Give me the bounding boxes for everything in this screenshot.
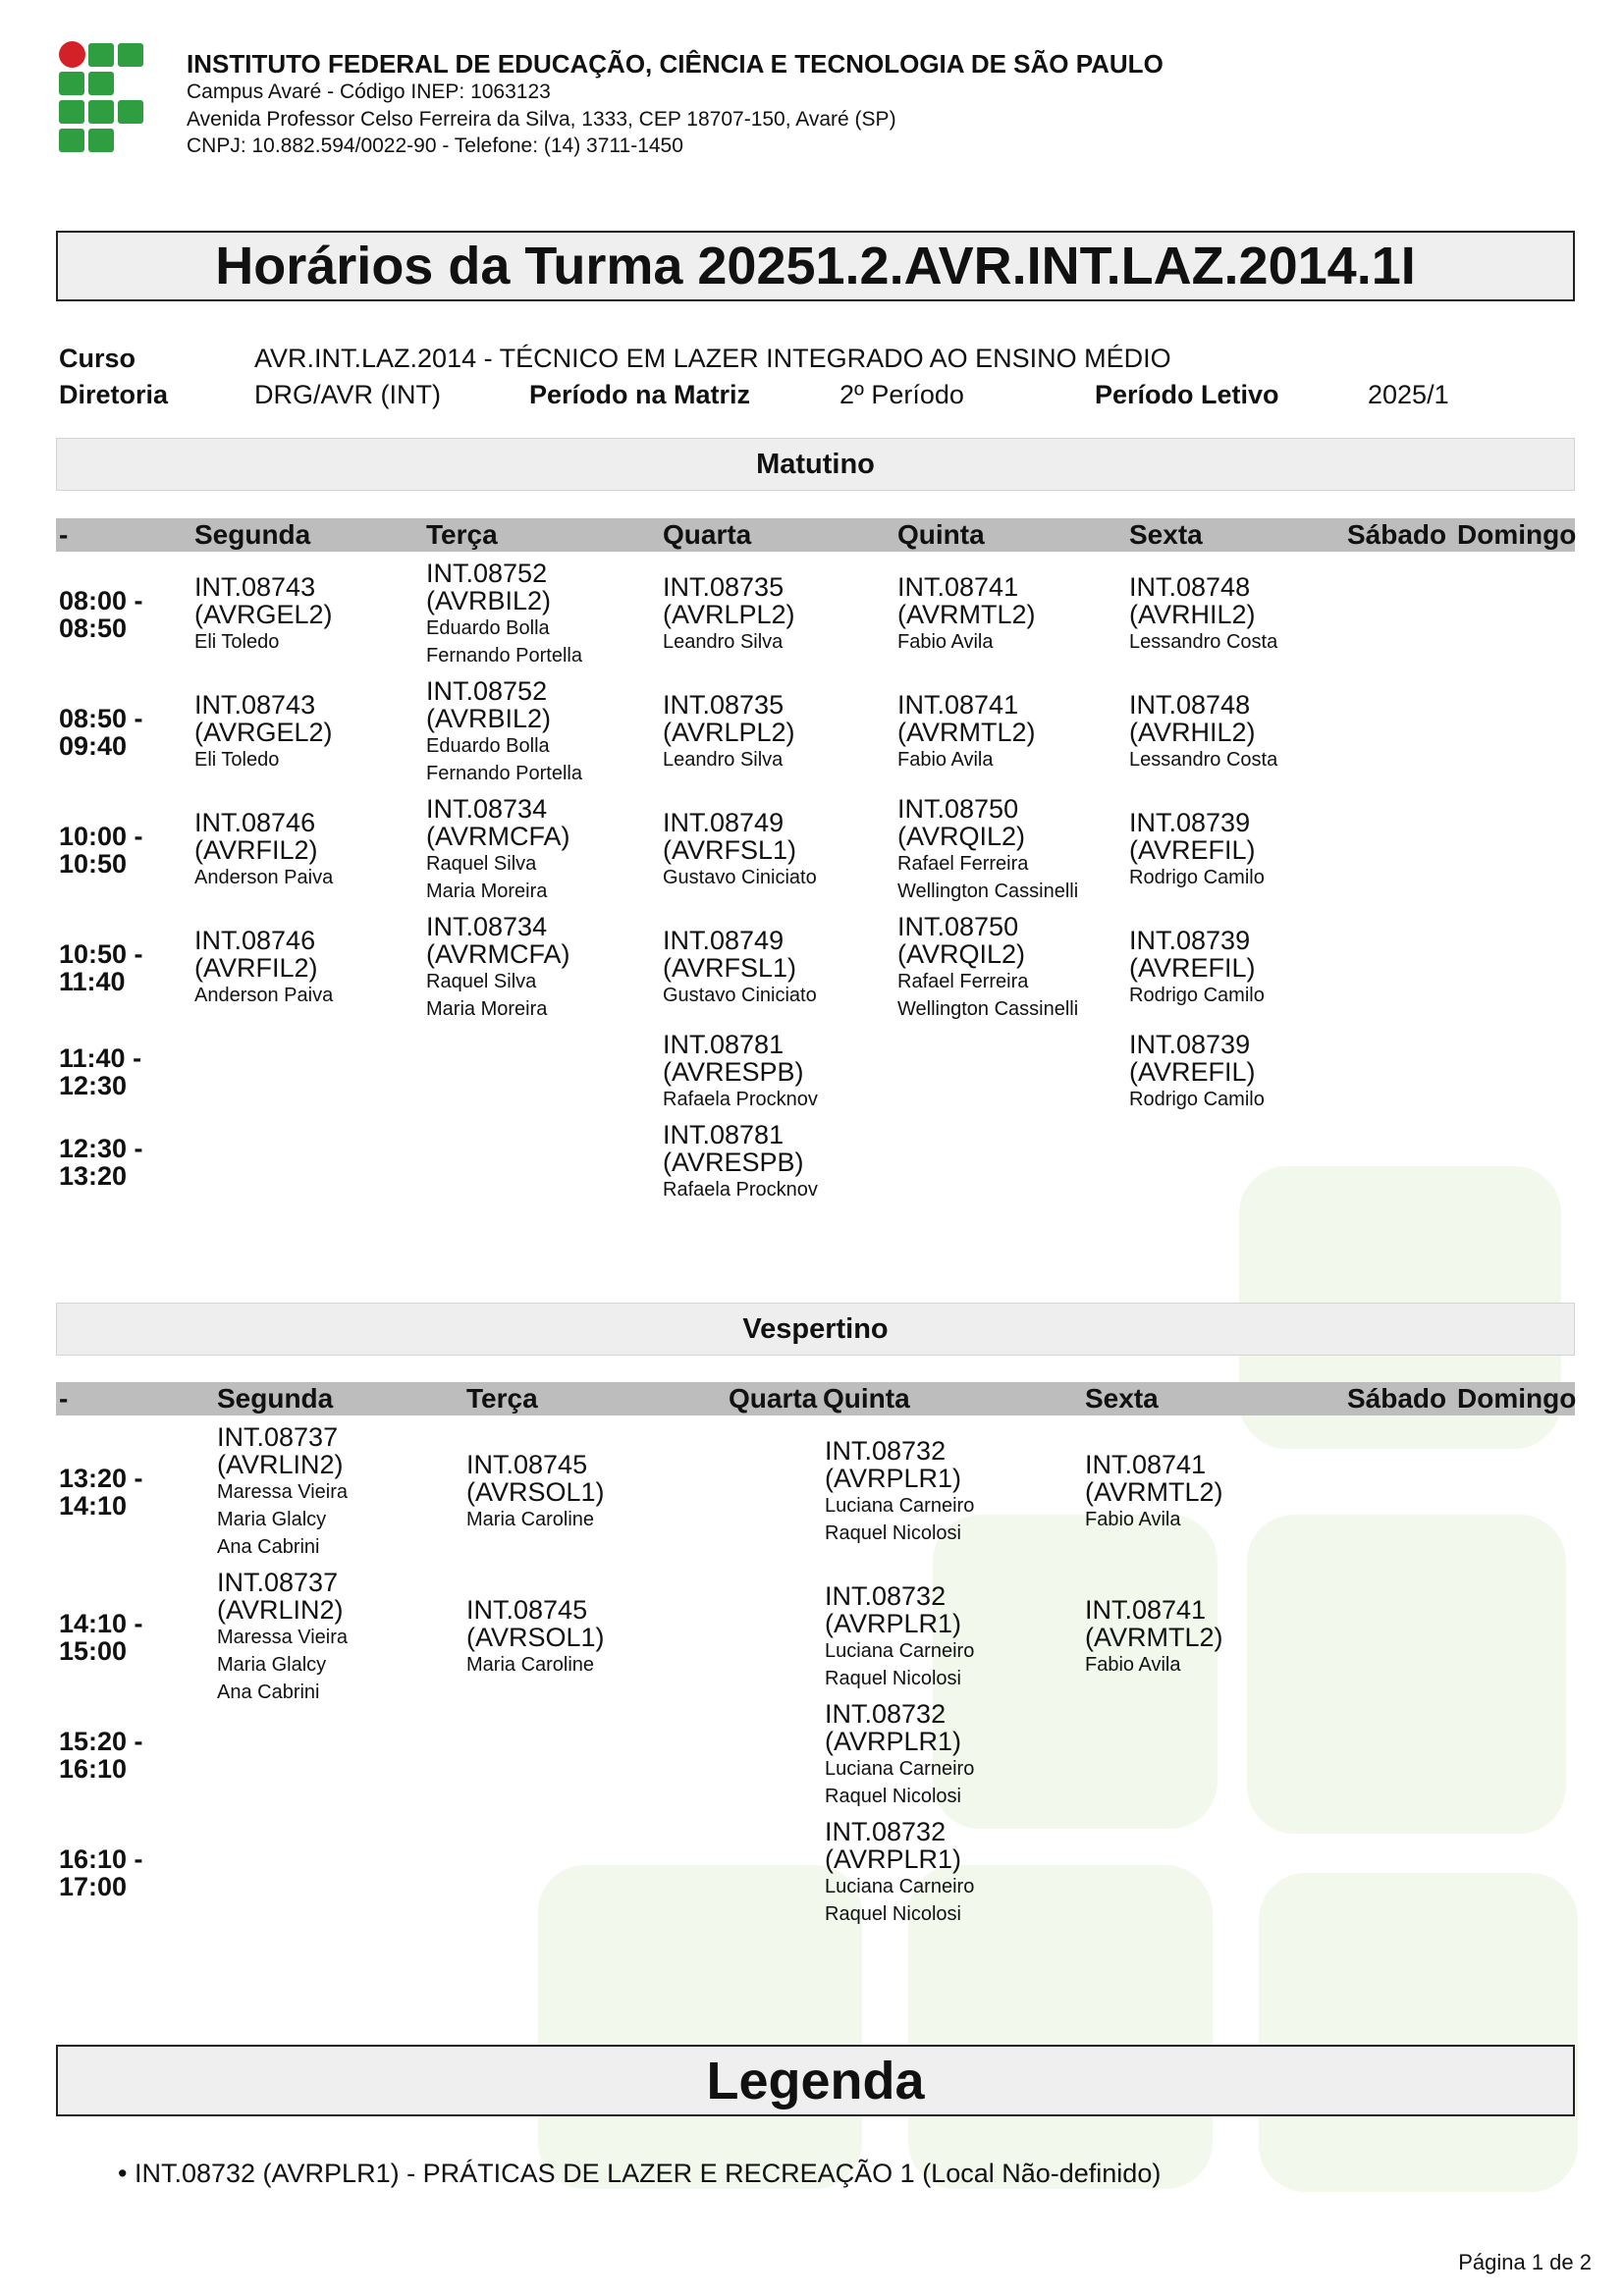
column-header: Sexta bbox=[1085, 1383, 1159, 1414]
class-code: INT.08749 bbox=[663, 926, 785, 955]
time-slot: 10:50 - 11:40 bbox=[59, 939, 143, 996]
class-code: INT.08745 bbox=[466, 1450, 588, 1479]
class-code: (AVRGEL2) bbox=[194, 600, 333, 629]
class-cell bbox=[1129, 809, 1265, 891]
page-number: Página 1 de 2 bbox=[1458, 2250, 1592, 2274]
column-header: Sábado bbox=[1347, 519, 1447, 550]
table-header-vespertino bbox=[56, 1382, 1575, 1415]
teacher-name: Eli Toledo bbox=[194, 749, 280, 771]
class-code: INT.08732 bbox=[825, 1699, 947, 1729]
diretoria-label: Diretoria bbox=[59, 380, 169, 409]
address-line: Avenida Professor Celso Ferreira da Silva, 1333, CEP 18707-150, Avaré (SP) bbox=[187, 107, 896, 131]
teacher-name: Ana Cabrini bbox=[217, 1536, 320, 1558]
class-code: (AVRFIL2) bbox=[194, 835, 318, 865]
teacher-name: Rodrigo Camilo bbox=[1129, 867, 1265, 888]
teacher-name: Gustavo Ciniciato bbox=[663, 985, 817, 1006]
class-code: INT.08734 bbox=[426, 912, 548, 941]
page-title: Horários da Turma 20251.2.AVR.INT.LAZ.2014.1I bbox=[56, 231, 1575, 301]
teacher-name: Rafaela Procknov bbox=[663, 1179, 818, 1201]
class-cell bbox=[426, 677, 582, 787]
class-code: (AVRMTL2) bbox=[1085, 1477, 1223, 1507]
teacher-name: Fabio Avila bbox=[897, 631, 994, 653]
teacher-name: Maressa Vieira bbox=[217, 1481, 349, 1503]
column-header: - bbox=[59, 519, 69, 550]
class-cell bbox=[663, 809, 817, 891]
class-code: INT.08741 bbox=[897, 690, 1019, 720]
class-cell bbox=[897, 795, 1078, 905]
class-cell bbox=[466, 1596, 605, 1679]
teacher-name: Raquel Nicolosi bbox=[825, 1522, 961, 1544]
column-header: Quarta bbox=[729, 1383, 818, 1414]
class-cell bbox=[426, 560, 582, 669]
time-slot: 11:40 - 12:30 bbox=[59, 1043, 142, 1100]
class-code: (AVRQIL2) bbox=[897, 822, 1026, 851]
teacher-name: Eli Toledo bbox=[194, 631, 280, 653]
teacher-name: Rodrigo Camilo bbox=[1129, 1089, 1265, 1110]
class-cell bbox=[897, 691, 1036, 774]
class-code: (AVRPLR1) bbox=[825, 1609, 962, 1638]
class-code: INT.08741 bbox=[1085, 1450, 1207, 1479]
class-code: (AVRMTL2) bbox=[897, 600, 1036, 629]
class-code: (AVREFIL) bbox=[1129, 835, 1256, 865]
column-header: Sábado bbox=[1347, 1383, 1447, 1414]
watermark-block bbox=[1259, 1873, 1578, 2192]
column-header: Quinta bbox=[897, 519, 985, 550]
class-code: INT.08739 bbox=[1129, 1030, 1251, 1059]
time-slot: 13:20 - 14:10 bbox=[59, 1464, 143, 1521]
teacher-name: Leandro Silva bbox=[663, 631, 784, 653]
class-code: INT.08749 bbox=[663, 808, 785, 837]
class-cell bbox=[1085, 1451, 1223, 1533]
curso-value: AVR.INT.LAZ.2014 - TÉCNICO EM LAZER INTEGRADO AO ENSINO MÉDIO bbox=[254, 344, 1171, 373]
teacher-name: Rafael Ferreira bbox=[897, 853, 1029, 875]
teacher-name: Anderson Paiva bbox=[194, 985, 334, 1006]
class-code: (AVRPLR1) bbox=[825, 1464, 962, 1493]
class-code: INT.08781 bbox=[663, 1120, 785, 1149]
class-code: (AVRSOL1) bbox=[466, 1623, 605, 1652]
teacher-name: Maria Caroline bbox=[466, 1509, 595, 1530]
time-slot: 10:00 - 10:50 bbox=[59, 822, 143, 879]
class-code: (AVRMCFA) bbox=[426, 939, 570, 969]
class-code: (AVRBIL2) bbox=[426, 586, 552, 615]
class-cell bbox=[663, 1121, 818, 1203]
class-code: (AVRESPB) bbox=[663, 1148, 804, 1177]
periodo-letivo-label: Período Letivo bbox=[1095, 380, 1279, 409]
column-header: Domingo bbox=[1457, 1383, 1577, 1414]
class-cell bbox=[825, 1818, 974, 1928]
class-cell bbox=[466, 1451, 605, 1533]
column-header: Domingo bbox=[1457, 519, 1577, 550]
teacher-name: Maria Glalcy bbox=[217, 1509, 327, 1530]
class-code: (AVRLPL2) bbox=[663, 718, 795, 747]
campus-line: Campus Avaré - Código INEP: 1063123 bbox=[187, 80, 551, 103]
curso-label: Curso bbox=[59, 344, 136, 373]
class-code: (AVREFIL) bbox=[1129, 953, 1256, 983]
class-code: (AVRSOL1) bbox=[466, 1477, 605, 1507]
institution-name: INSTITUTO FEDERAL DE EDUCAÇÃO, CIÊNCIA E TECNOLOGIA DE SÃO PAULO bbox=[187, 49, 1164, 79]
class-code: (AVRHIL2) bbox=[1129, 718, 1256, 747]
teacher-name: Maressa Vieira bbox=[217, 1627, 349, 1648]
class-cell bbox=[1129, 1031, 1265, 1113]
class-cell bbox=[217, 1423, 348, 1561]
class-code: (AVRMTL2) bbox=[1085, 1623, 1223, 1652]
teacher-name: Maria Caroline bbox=[466, 1654, 595, 1676]
class-code: INT.08743 bbox=[194, 572, 316, 602]
class-cell bbox=[897, 573, 1036, 656]
class-code: INT.08741 bbox=[897, 572, 1019, 602]
teacher-name: Wellington Cassinelli bbox=[897, 998, 1079, 1020]
column-header: - bbox=[59, 1383, 69, 1414]
class-code: (AVRMTL2) bbox=[897, 718, 1036, 747]
teacher-name: Fabio Avila bbox=[1085, 1509, 1181, 1530]
class-code: INT.08735 bbox=[663, 572, 785, 602]
class-code: INT.08737 bbox=[217, 1568, 339, 1597]
teacher-name: Fabio Avila bbox=[1085, 1654, 1181, 1676]
teacher-name: Fabio Avila bbox=[897, 749, 994, 771]
teacher-name: Leandro Silva bbox=[663, 749, 784, 771]
class-cell bbox=[1085, 1596, 1223, 1679]
class-code: INT.08741 bbox=[1085, 1595, 1207, 1625]
teacher-name: Luciana Carneiro bbox=[825, 1758, 975, 1780]
teacher-name: Rafael Ferreira bbox=[897, 971, 1029, 992]
teacher-name: Fernando Portella bbox=[426, 645, 582, 667]
cnpj-line: CNPJ: 10.882.594/0022-90 - Telefone: (14) 3711-1450 bbox=[187, 134, 683, 157]
section-vespertino: Vespertino bbox=[56, 1303, 1575, 1356]
time-slot: 08:00 - 08:50 bbox=[59, 586, 143, 643]
teacher-name: Wellington Cassinelli bbox=[897, 881, 1079, 902]
class-code: INT.08739 bbox=[1129, 926, 1251, 955]
diretoria-value: DRG/AVR (INT) bbox=[254, 380, 441, 409]
teacher-name: Rodrigo Camilo bbox=[1129, 985, 1265, 1006]
class-cell bbox=[663, 1031, 818, 1113]
class-cell bbox=[194, 927, 333, 1009]
column-header: Segunda bbox=[217, 1383, 334, 1414]
legend-title: Legenda bbox=[56, 2045, 1575, 2116]
teacher-name: Eduardo Bolla bbox=[426, 617, 550, 639]
teacher-name: Maria Glalcy bbox=[217, 1654, 327, 1676]
class-cell bbox=[825, 1437, 974, 1547]
teacher-name: Fernando Portella bbox=[426, 763, 582, 784]
class-code: INT.08732 bbox=[825, 1581, 947, 1611]
teacher-name: Raquel Silva bbox=[426, 971, 537, 992]
class-cell bbox=[426, 913, 570, 1023]
watermark-block bbox=[1247, 1515, 1566, 1834]
teacher-name: Raquel Nicolosi bbox=[825, 1786, 961, 1807]
teacher-name: Raquel Nicolosi bbox=[825, 1668, 961, 1689]
class-code: INT.08750 bbox=[897, 794, 1019, 824]
column-header: Terça bbox=[426, 519, 498, 550]
class-code: INT.08732 bbox=[825, 1817, 947, 1846]
class-code: (AVRPLR1) bbox=[825, 1844, 962, 1874]
class-code: INT.08743 bbox=[194, 690, 316, 720]
class-cell bbox=[663, 573, 795, 656]
teacher-name: Luciana Carneiro bbox=[825, 1876, 975, 1897]
teacher-name: Luciana Carneiro bbox=[825, 1495, 975, 1517]
class-cell bbox=[194, 809, 333, 891]
class-code: (AVRPLR1) bbox=[825, 1727, 962, 1756]
class-cell bbox=[897, 913, 1078, 1023]
institution-header bbox=[187, 49, 1164, 160]
class-code: (AVREFIL) bbox=[1129, 1057, 1256, 1087]
teacher-name: Eduardo Bolla bbox=[426, 735, 550, 757]
class-code: INT.08752 bbox=[426, 559, 548, 588]
time-slot: 16:10 - 17:00 bbox=[59, 1844, 143, 1901]
class-cell bbox=[217, 1569, 348, 1706]
class-code: (AVRESPB) bbox=[663, 1057, 804, 1087]
class-code: (AVRLIN2) bbox=[217, 1595, 344, 1625]
teacher-name: Raquel Silva bbox=[426, 853, 537, 875]
class-cell bbox=[825, 1582, 974, 1692]
class-code: (AVRLPL2) bbox=[663, 600, 795, 629]
teacher-name: Luciana Carneiro bbox=[825, 1640, 975, 1662]
column-header: Sexta bbox=[1129, 519, 1203, 550]
teacher-name: Raquel Nicolosi bbox=[825, 1903, 961, 1925]
teacher-name: Maria Moreira bbox=[426, 881, 548, 902]
class-code: INT.08781 bbox=[663, 1030, 785, 1059]
class-cell bbox=[1129, 691, 1277, 774]
periodo-matriz-value: 2º Período bbox=[839, 380, 964, 409]
class-code: INT.08748 bbox=[1129, 572, 1251, 602]
class-cell bbox=[663, 691, 795, 774]
column-header: Quinta bbox=[823, 1383, 910, 1414]
teacher-name: Lessandro Costa bbox=[1129, 631, 1278, 653]
class-code: INT.08745 bbox=[466, 1595, 588, 1625]
class-cell bbox=[426, 795, 570, 905]
class-code: (AVRLIN2) bbox=[217, 1450, 344, 1479]
class-cell bbox=[1129, 573, 1277, 656]
teacher-name: Rafaela Procknov bbox=[663, 1089, 818, 1110]
legend-item: • INT.08732 (AVRPLR1) - PRÁTICAS DE LAZER E RECREAÇÃO 1 (Local Não-definido) bbox=[118, 2159, 1162, 2188]
class-code: INT.08739 bbox=[1129, 808, 1251, 837]
periodo-letivo-value: 2025/1 bbox=[1368, 380, 1449, 409]
class-code: (AVRQIL2) bbox=[897, 939, 1026, 969]
column-header: Segunda bbox=[194, 519, 311, 550]
class-code: INT.08752 bbox=[426, 676, 548, 706]
time-slot: 14:10 - 15:00 bbox=[59, 1609, 143, 1666]
class-code: (AVRFIL2) bbox=[194, 953, 318, 983]
class-cell bbox=[663, 927, 817, 1009]
teacher-name: Lessandro Costa bbox=[1129, 749, 1278, 771]
class-cell bbox=[194, 573, 333, 656]
column-header: Terça bbox=[466, 1383, 538, 1414]
teacher-name: Maria Moreira bbox=[426, 998, 548, 1020]
watermark-block bbox=[538, 1865, 862, 2189]
class-code: INT.08750 bbox=[897, 912, 1019, 941]
class-code: (AVRGEL2) bbox=[194, 718, 333, 747]
class-code: (AVRFSL1) bbox=[663, 953, 797, 983]
class-code: (AVRMCFA) bbox=[426, 822, 570, 851]
time-slot: 12:30 - 13:20 bbox=[59, 1134, 143, 1191]
class-cell bbox=[1129, 927, 1265, 1009]
class-code: (AVRBIL2) bbox=[426, 704, 552, 733]
teacher-name: Gustavo Ciniciato bbox=[663, 867, 817, 888]
time-slot: 15:20 - 16:10 bbox=[59, 1727, 143, 1784]
table-header-matutino bbox=[56, 518, 1575, 552]
class-code: INT.08748 bbox=[1129, 690, 1251, 720]
teacher-name: Ana Cabrini bbox=[217, 1682, 320, 1703]
class-code: INT.08746 bbox=[194, 926, 316, 955]
class-cell bbox=[825, 1700, 974, 1810]
class-code: INT.08737 bbox=[217, 1422, 339, 1452]
class-code: (AVRHIL2) bbox=[1129, 600, 1256, 629]
institution-logo bbox=[57, 41, 145, 153]
time-slot: 08:50 - 09:40 bbox=[59, 704, 143, 761]
class-code: INT.08732 bbox=[825, 1436, 947, 1466]
class-code: INT.08734 bbox=[426, 794, 548, 824]
column-header: Quarta bbox=[663, 519, 752, 550]
teacher-name: Anderson Paiva bbox=[194, 867, 334, 888]
class-code: INT.08746 bbox=[194, 808, 316, 837]
class-cell bbox=[194, 691, 333, 774]
periodo-matriz-label: Período na Matriz bbox=[529, 380, 751, 409]
class-code: INT.08735 bbox=[663, 690, 785, 720]
section-matutino: Matutino bbox=[56, 438, 1575, 491]
class-code: (AVRFSL1) bbox=[663, 835, 797, 865]
